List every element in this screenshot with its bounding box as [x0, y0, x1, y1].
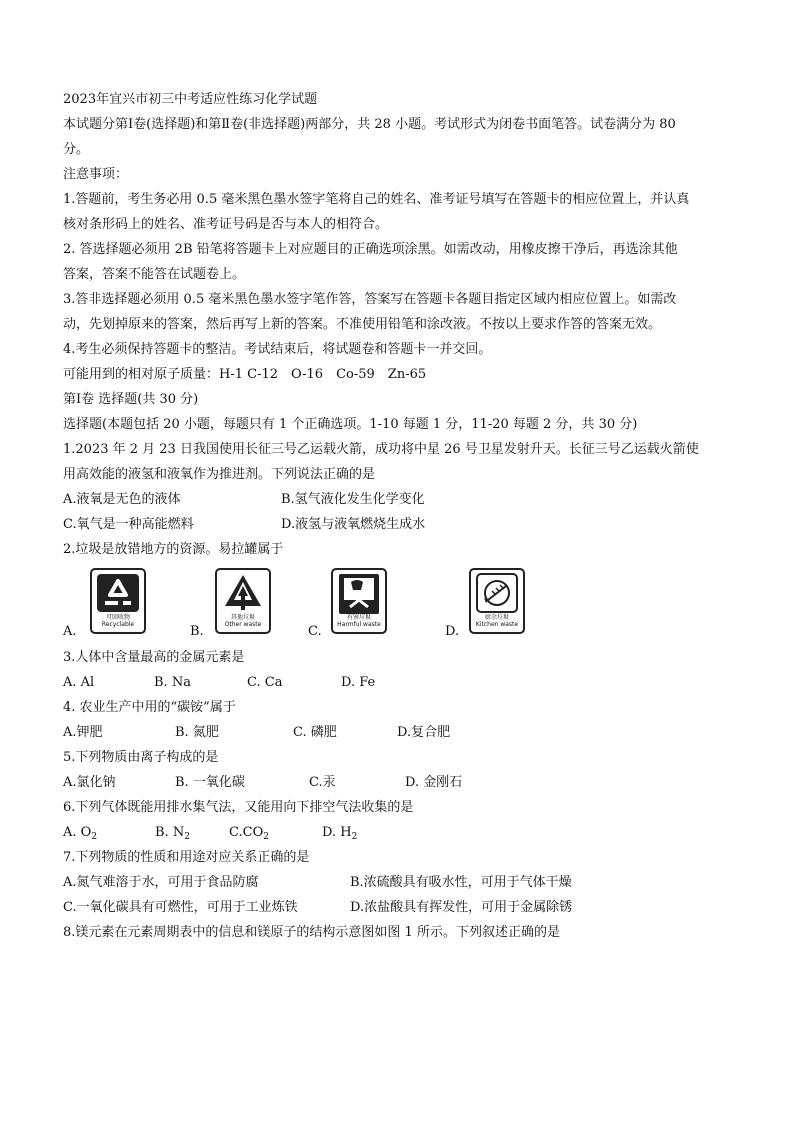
- q1-option-c: C.氧气是一种高能燃料: [63, 517, 194, 532]
- q6-option-a: A. $O_2$: [63, 825, 98, 842]
- q6-stem: 6.下列气体既能用排水集气法，又能用向下排空气法收集的是: [63, 800, 414, 815]
- notice-heading: 注意事项：: [63, 167, 129, 182]
- q7-option-a: A.氮气难溶于水，可用于食品防腐: [63, 875, 259, 890]
- q4-option-a: A.钾肥: [63, 725, 103, 740]
- q5-option-a: A.氯化钠: [63, 775, 116, 790]
- q6-option-b: B. $N_2$: [155, 825, 190, 842]
- q5-option-b: B. 一氧化碳: [175, 775, 245, 790]
- intro-line-1: 本试题分第Ⅰ卷(选择题)和第Ⅱ卷(非选择题)两部分，共 28 小题。考试形式为闭卷书面笔答。试卷满分为 80: [63, 117, 676, 132]
- q4-stem: 4. 农业生产中用的“碳铵”属于: [63, 700, 236, 715]
- notice-item-1a: 1.答题前，考生务必用 0.5 毫米黑色墨水签字笔将自己的姓名、准考证号填写在答题卡的相应位置上，并认真: [63, 192, 690, 207]
- kitchen-waste-bin: [469, 568, 525, 634]
- q1-stem-1: 1.2023 年 2 月 23 日我国使用长征三号乙运载火箭，成功将中星 26 号卫星发射升天。长征三号乙运载火箭使: [63, 442, 699, 457]
- q2-option-a: A.: [63, 624, 77, 639]
- q1-option-d: D.液氢与液氧燃烧生成水: [281, 517, 426, 532]
- other-waste-label-en: Other waste: [224, 621, 262, 628]
- q3-option-b: B. Na: [154, 675, 191, 690]
- atomic-masses: 可能用到的相对原子质量：H-1 C-12 O-16 Co-59 Zn-65: [63, 367, 427, 382]
- q3-option-a: A. Al: [63, 675, 95, 690]
- q7-option-c: C.一氧化碳具有可燃性，可用于工业炼铁: [63, 900, 298, 915]
- notice-item-2a: 2. 答选择题必须用 2B 铅笔将答题卡上对应题目的正确选项涂黑。如需改动，用橡皮擦干净后，再选涂其他: [63, 242, 678, 257]
- exam-title: 2023年宜兴市初三中考适应性练习化学试题: [63, 92, 318, 107]
- q6-option-c: $C.CO_2$: [229, 825, 269, 842]
- q7-stem: 7.下列物质的性质和用途对应关系正确的是: [63, 850, 310, 865]
- recyclable-label-en: Recyclable: [101, 621, 135, 628]
- q2-stem: 2.垃圾是放错地方的资源。易拉罐属于: [63, 542, 284, 557]
- notice-item-4: 4.考生必须保持答题卡的整洁。考试结束后，将试题卷和答题卡一并交回。: [63, 342, 492, 357]
- q1-option-a: A.液氧是无色的液体: [63, 492, 181, 507]
- q7-option-d: D.浓盐酸具有挥发性，可用于金属除锈: [350, 900, 573, 915]
- q3-stem: 3.人体中含量最高的金属元素是: [63, 650, 245, 665]
- kitchen-waste-label-en: Kitchen waste: [475, 621, 519, 628]
- harmful-waste-bin: [331, 568, 387, 634]
- intro-line-2: 分。: [63, 142, 90, 157]
- notice-item-2b: 答案，答案不能答在试题卷上。: [63, 267, 246, 282]
- notice-item-3b: 动，先划掉原来的答案，然后再写上新的答案。不准使用铅笔和涂改液。不按以上要求作答的答案无效。: [63, 317, 662, 332]
- q3-option-c: C. Ca: [247, 675, 283, 690]
- q2-option-d: D.: [445, 624, 460, 639]
- part1-heading: 第Ⅰ卷 选择题(共 30 分): [63, 392, 199, 407]
- notice-item-1b: 核对条形码上的姓名、准考证号码是否与本人的相符合。: [63, 217, 389, 232]
- q3-option-d: D. Fe: [341, 675, 376, 690]
- q5-option-d: D. 金刚石: [405, 775, 463, 790]
- q6-option-d: D. $H_2$: [322, 825, 358, 842]
- q2-option-b: B.: [190, 624, 204, 639]
- notice-item-3a: 3.答非选择题必须用 0.5 毫米黑色墨水签字笔作答，答案写在答题卡各题目指定区域内相应位置上。如需改: [63, 292, 677, 307]
- kitchen-waste-label-cn: 厨余垃圾: [484, 614, 509, 621]
- q4-option-d: D.复合肥: [397, 725, 451, 740]
- part1-instructions: 选择题(本题包括 20 小题，每题只有 1 个正确选项。1-10 每题 1 分，11-20 每题 2 分，共 30 分): [63, 417, 638, 432]
- harmful-waste-label-en: Harmful waste: [337, 621, 381, 628]
- q5-option-c: C.汞: [309, 775, 336, 790]
- recyclable-bin: [90, 568, 146, 634]
- q1-stem-2: 用高效能的液氢和液氧作为推进剂。下列说法正确的是: [63, 467, 376, 482]
- q5-stem: 5.下列物质由离子构成的是: [63, 750, 219, 765]
- q1-option-b: B.氢气液化发生化学变化: [281, 492, 425, 507]
- q7-option-b: B.浓硫酸具有吸水性，可用于气体干燥: [350, 875, 572, 890]
- q2-option-c: C.: [308, 624, 322, 639]
- harmful-waste-label-cn: 有害垃圾: [346, 614, 371, 621]
- q4-option-c: C. 磷肥: [293, 725, 337, 740]
- other-waste-label-cn: 其他垃圾: [230, 614, 255, 621]
- recyclable-label-cn: 可回收物: [105, 614, 130, 621]
- other-waste-bin: [215, 568, 271, 634]
- q4-option-b: B. 氮肥: [175, 725, 219, 740]
- q8-stem: 8.镁元素在元素周期表中的信息和镁原子的结构示意图如图 1 所示。下列叙述正确的是: [63, 925, 560, 940]
